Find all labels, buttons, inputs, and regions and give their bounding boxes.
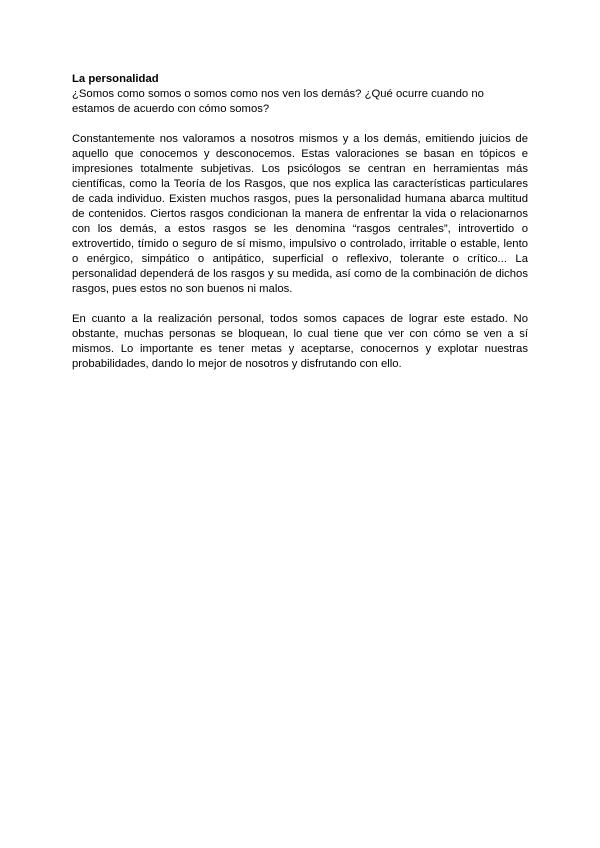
- document-subtitle: ¿Somos como somos o somos como nos ven los demás? ¿Qué ocurre cuando no estamos de acuerdo con cómo somos?: [72, 88, 484, 115]
- document-title: La personalidad: [72, 73, 159, 85]
- paragraph-self-realization: En cuanto a la realización personal, todos somos capaces de lograr este estado. No obstante, muchas personas se bloquean, lo cual tiene que ver con cómo se ven a sí mismos. Lo importante es tener metas y aceptarse, conocernos y explotar nuestras probabilidades, dando lo mejor de nosotros y disfrutando con ello.: [72, 313, 528, 370]
- document-body: [72, 72, 528, 387]
- paragraph-traits: Constantemente nos valoramos a nosotros mismos y a los demás, emitiendo juicios de aquello que conocemos y desconocemos. Estas valoraciones se basan en tópicos e impresiones totalmente subjetivas. Los psicólogos se centran en herramientas más científicas, como la Teoría de los Rasgos, que nos explica las características particulares de cada individuo. Existen muchos rasgos, pues la personalidad humana abarca multitud de contenidos. Ciertos rasgos condicionan la manera de enfrentar la vida o relacionarnos con los demás, a estos rasgos se les denomina “rasgos centrales”, introvertido o extrovertido, tímido o seguro de sí mismo, impulsivo o controlado, irritable o estable, lento o enérgico, simpático o antipático, superficial o reflexivo, tolerante o crítico... La personalidad dependerá de los rasgos y su medida, así como de la combinación de dichos rasgos, pues estos no son buenos ni malos.: [72, 133, 528, 295]
